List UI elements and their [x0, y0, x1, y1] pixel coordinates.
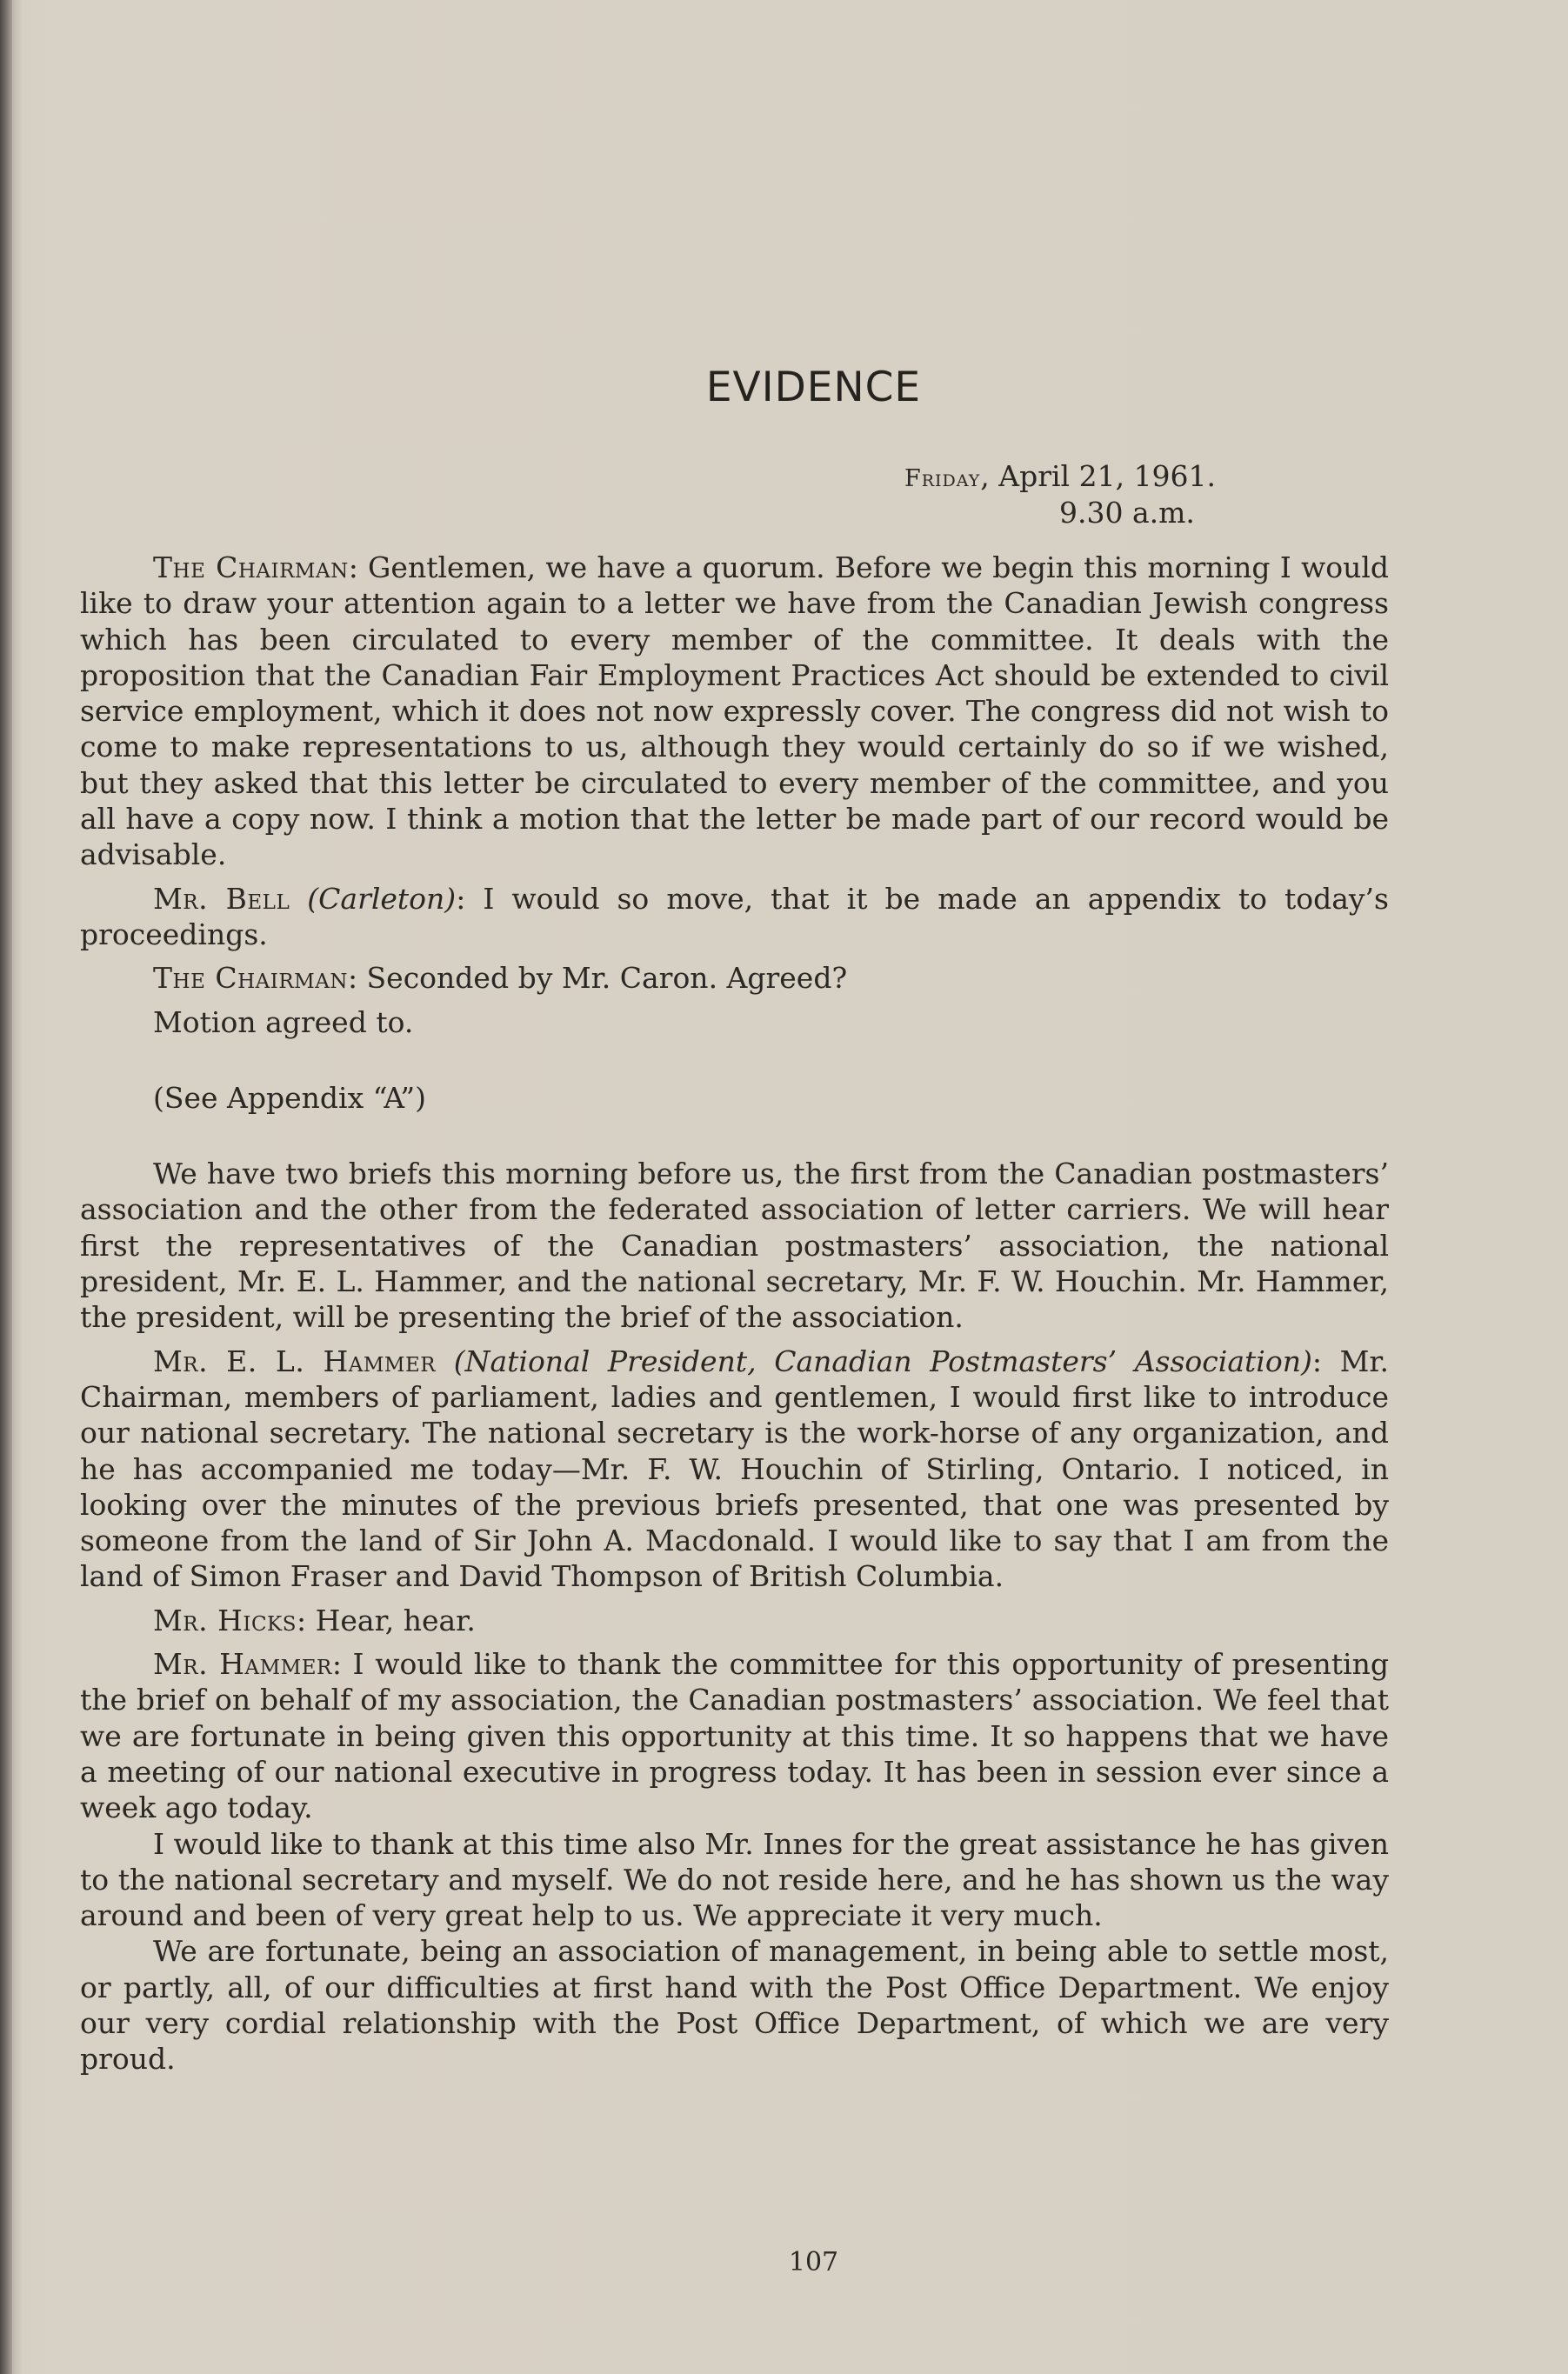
paragraph: Mr. Hicks: Hear, hear. [153, 1603, 476, 1637]
dateline: Friday, April 21, 1961. [904, 459, 1217, 493]
paragraph: The Chairman: Seconded by Mr. Caron. Agreed? [153, 961, 848, 996]
speaker-name: Mr. E. L. Hammer [153, 1344, 437, 1378]
paragraph: (See Appendix “A”) [153, 1080, 427, 1115]
speaker-name: Mr. Hammer [153, 1647, 332, 1682]
date-day: Friday [904, 465, 981, 492]
book-spine-shadow [0, 0, 12, 2374]
paragraph: We are fortunate, being an association of management, in being able to settle most, or partly, all, of our difficulties at first hand with the Post Office Department. We enjoy our very cordial relationship with the Post Office Department, of which we are very proud. [80, 1934, 1389, 2077]
paragraph: The Chairman: Gentlemen, we have a quorum. Before we begin this morning I would like to draw your attention again to a letter we have from the Canadian Jewish congress which has been circulated to every member of the committee. It deals with the proposition that the Canadian Fair Employment Practices Act should be extended to civil service employment, which it does not now expressly cover. The congress did not wish to come to make representations to us, although they would certainly do so if we wished, but they asked that this letter be circulated to every member of the committee, and you all have a copy now. I think a motion that the letter be made part of our record would be advisable. [80, 550, 1390, 872]
paragraph: Mr. Bell (Carleton): I would so move, that it be made an appendix to today’s proceedings. [80, 881, 1389, 951]
speaker-name: Mr. Bell [153, 881, 290, 916]
paragraph: I would like to thank at this time also Mr. Innes for the great assistance he has given to the national secretary and myself. We do not reside here, and he has shown us the way around and been of very great help to us. We appreciate it very much. [80, 1826, 1389, 1933]
session-time: 9.30 a.m. [1059, 496, 1195, 530]
speaker-name: The Chairman [153, 961, 348, 996]
paragraph: Mr. Hammer: I would like to thank the committee for this opportunity of presenting the brief on behalf of my association, the Canadian postmasters’ association. We feel that we are fortunate in being given this opportunity at this time. It so happens that we have a meeting of our national executive in progress today. It has been in session ever since a week ago today. [80, 1647, 1389, 1825]
speaker-aside: (National President, Canadian Postmasters’ Association) [453, 1344, 1312, 1378]
speaker-name: The Chairman [153, 550, 349, 584]
paragraph: Motion agreed to. [153, 1004, 414, 1039]
paragraph: Mr. E. L. Hammer (National President, Canadian Postmasters’ Association): Mr. Chairman, members of parliament, ladies and gentlemen, I would first like to introduce our national secretary. The national secretary is the work-horse of any organization, and he has accompanied me today—Mr. F. W. Houchin of Stirling, Ontario. I noticed, in looking over the minutes of the previous briefs presented, that one was presented by someone from the land of Sir John A. Macdonald. I would like to say that I am from the land of Simon Fraser and David Thompson of British Columbia. [80, 1344, 1390, 1594]
speaker-aside: (Carleton) [307, 881, 457, 916]
speaker-name: Mr. Hicks [153, 1603, 297, 1637]
transcript-body [80, 550, 1389, 2077]
page-number: 107 [788, 2247, 839, 2277]
paragraph: We have two briefs this morning before us, the first from the Canadian postmasters’ association and the other from the federated association of letter carriers. We will hear first the representatives of the Canadian postmasters’ association, the national president, Mr. E. L. Hammer, and the national secretary, Mr. F. W. Houchin. Mr. Hammer, the president, will be presenting the brief of the association. [80, 1157, 1389, 1335]
date-text: April 21, 1961. [998, 459, 1217, 493]
page-heading: EVIDENCE [705, 363, 922, 411]
